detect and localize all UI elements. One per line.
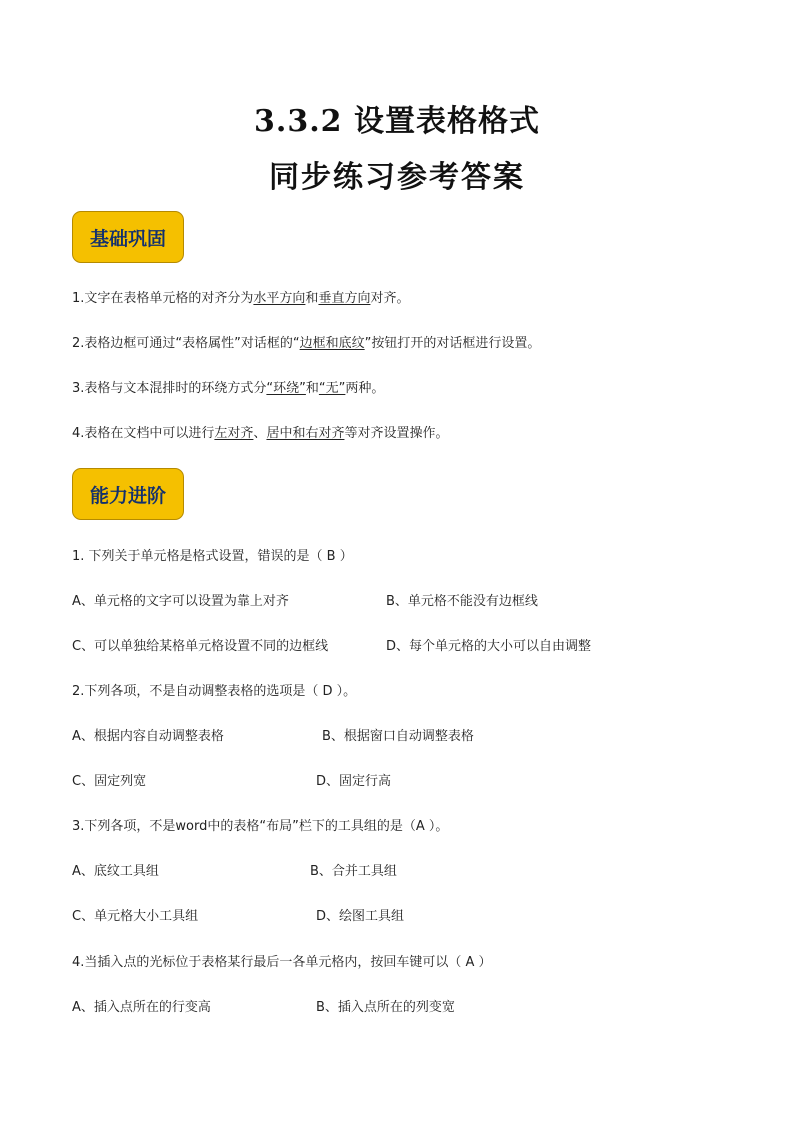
option-b: B、根据窗口自动调整表格: [322, 729, 474, 744]
answer-blank: “无”: [318, 381, 346, 396]
page-subtitle: 同步练习参考答案: [269, 160, 525, 195]
option-a: A、插入点所在的行变高: [72, 1000, 211, 1015]
option-b: B、合并工具组: [310, 864, 397, 879]
option-d: D、每个单元格的大小可以自由调整: [386, 639, 592, 654]
item-text: 2.表格边框可通过“表格属性”对话框的“: [72, 336, 300, 351]
fill-item: [72, 290, 409, 308]
answer-blank: 垂直方向: [318, 291, 371, 306]
section-badge-label: 基础巩固: [89, 227, 166, 250]
option-a: A、根据内容自动调整表格: [72, 729, 224, 744]
option-b: B、单元格不能没有边框线: [386, 594, 538, 609]
answer-blank: 边框和底纹: [299, 336, 365, 351]
item-text: 4.表格在文档中可以进行: [72, 426, 215, 441]
item-text: 1.文字在表格单元格的对齐分为: [72, 291, 254, 306]
fill-item: [72, 425, 448, 443]
question-stem: 3.下列各项，不是word中的表格“布局”栏下的工具组的是（A ）。: [72, 819, 449, 834]
option-a: A、底纹工具组: [72, 864, 159, 879]
fill-item: [72, 380, 384, 398]
question-stem: 1. 下列关于单元格是格式设置，错误的是（ B ）: [72, 549, 353, 564]
question-stem: 4.当插入点的光标位于表格某行最后一各单元格内，按回车键可以（ A ）: [72, 955, 492, 970]
section-badge-label: 能力进阶: [89, 484, 166, 507]
item-text: 3.表格与文本混排时的环绕方式分: [72, 381, 267, 396]
fill-item: [72, 335, 540, 353]
option-a: A、单元格的文字可以设置为靠上对齐: [72, 594, 289, 609]
section-badge-basic: [72, 211, 184, 263]
item-text: ”按钮打开的对话框进行设置。: [364, 336, 541, 351]
item-text: 等对齐设置操作。: [344, 426, 449, 441]
option-c: C、可以单独给某格单元格设置不同的边框线: [72, 639, 329, 654]
item-text: 两种。: [345, 381, 385, 396]
answer-blank: 居中和右对齐: [266, 426, 345, 441]
answer-blank: 水平方向: [253, 291, 306, 306]
option-c: C、单元格大小工具组: [72, 909, 199, 924]
item-text: 和: [305, 381, 319, 396]
page-title: 3.3.2 设置表格格式: [254, 104, 540, 139]
item-text: 和: [305, 291, 319, 306]
option-b: B、插入点所在的列变宽: [316, 1000, 455, 1015]
answer-blank: 左对齐: [214, 426, 254, 441]
answer-blank: “环绕”: [266, 381, 306, 396]
question-stem: 2.下列各项，不是自动调整表格的选项是（ D ）。: [72, 684, 357, 699]
item-text: 、: [253, 426, 267, 441]
option-d: D、固定行高: [316, 774, 392, 789]
section-badge-advanced: [72, 468, 184, 520]
option-c: C、固定列宽: [72, 774, 147, 789]
option-d: D、绘图工具组: [316, 909, 405, 924]
item-text: 对齐。: [370, 291, 410, 306]
